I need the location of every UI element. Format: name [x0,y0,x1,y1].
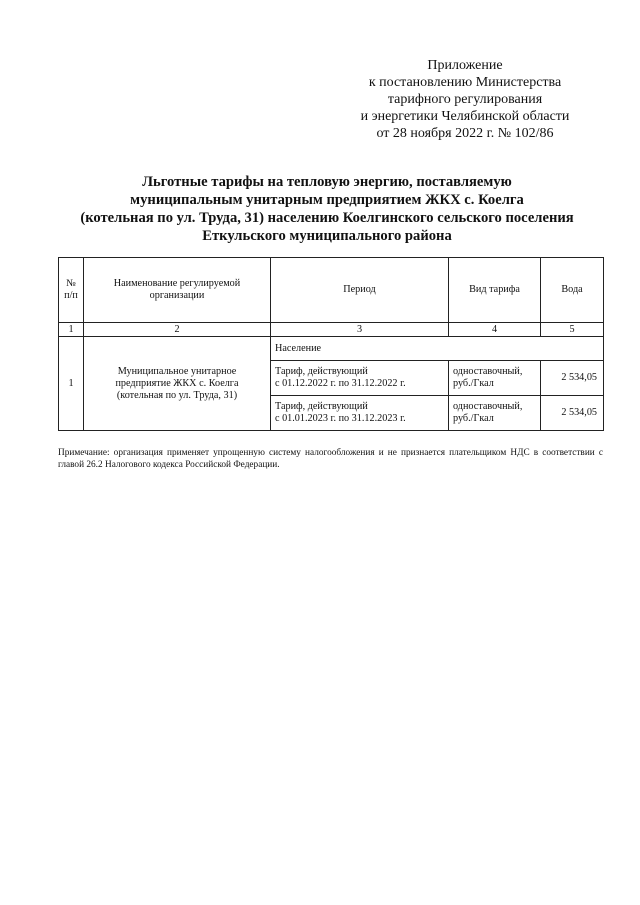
header-period: Период [271,258,449,323]
title-line: Еткульского муниципального района [202,228,452,244]
appendix-line: и энергетики Челябинской области [360,109,570,124]
tariff-period: Тариф, действующий с 01.12.2022 г. по 31.12.2022 г. [271,361,449,396]
appendix-line: к постановлению Министерства [368,75,562,90]
appendix-line: тарифного регулирования [387,92,543,107]
tariff-table [58,257,604,431]
column-number-row [59,323,604,337]
appendix-line: Приложение [427,58,503,73]
tariff-value: 2 534,05 [541,361,604,396]
tariff-value: 2 534,05 [541,396,604,431]
column-number: 3 [271,323,449,337]
title-line: муниципальным унитарным предприятием ЖКХ с. Коелга [130,192,524,208]
row-number: 1 [59,337,84,431]
table-row [59,337,604,361]
footnote: Примечание: организация применяет упрощенную систему налогообложения и не признается плательщиком НДС в соответствии с главой 26.2 Налогового кодекса Российской Федерации. [58,448,603,470]
tariff-period: Тариф, действующий с 01.01.2023 г. по 31.12.2023 г. [271,396,449,431]
tariff-type: одноставочный, руб./Гкал [449,396,541,431]
title-line: (котельная по ул. Труда, 31) населению Коелгинского сельского поселения [80,210,574,226]
header-water: Вода [541,258,604,323]
tariff-type: одноставочный, руб./Гкал [449,361,541,396]
document-title [40,173,614,245]
column-number: 4 [449,323,541,337]
header-organization: Наименование регулируемой организации [84,258,271,323]
header-number: № п/п [59,258,84,323]
column-number: 2 [84,323,271,337]
organization-name: Муниципальное унитарное предприятие ЖКХ с. Коелга (котельная по ул. Труда, 31) [84,337,271,431]
header-tariff-type: Вид тарифа [449,258,541,323]
appendix-line: от 28 ноября 2022 г. № 102/86 [376,126,554,141]
table-header-row [59,258,604,323]
consumer-group: Население [271,337,604,361]
column-number: 5 [541,323,604,337]
title-line: Льготные тарифы на тепловую энергию, поставляемую [142,174,512,190]
appendix-header [340,57,590,142]
column-number: 1 [59,323,84,337]
